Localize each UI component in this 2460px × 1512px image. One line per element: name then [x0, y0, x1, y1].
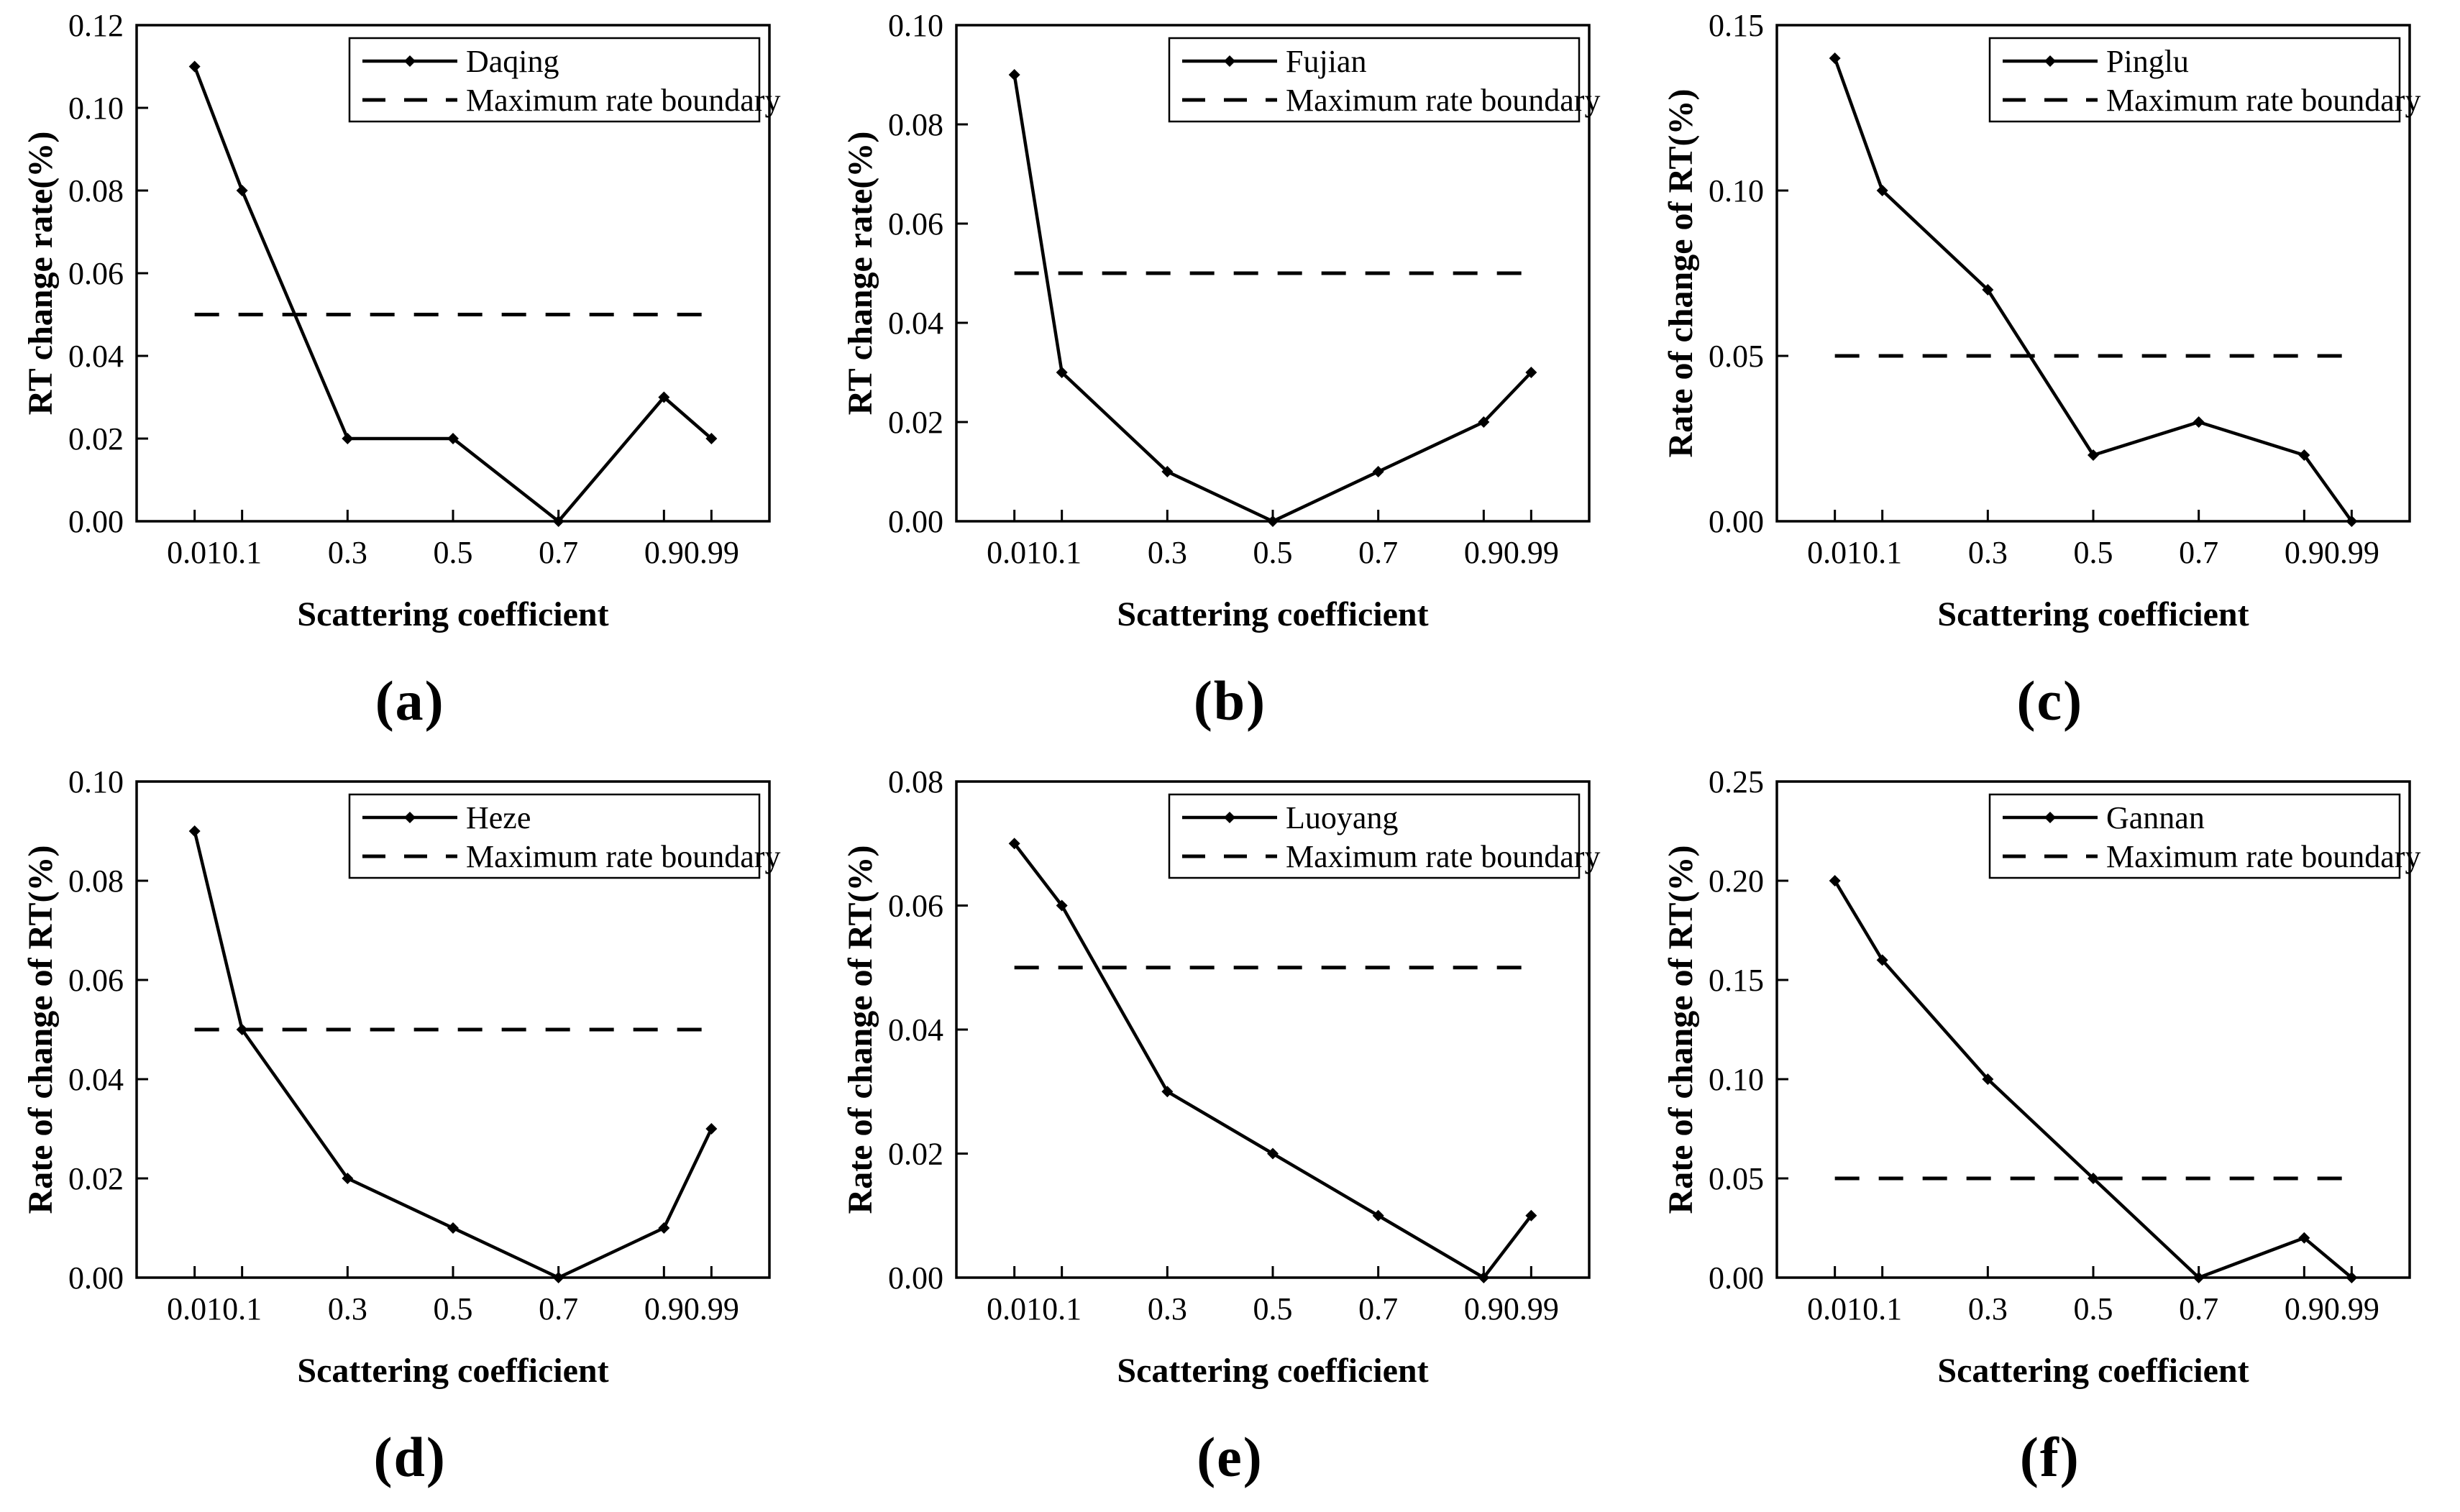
x-tick-label: 0.9 — [2284, 1291, 2324, 1327]
data-point-marker — [1267, 516, 1279, 527]
x-tick-label: 0.01 — [987, 535, 1043, 570]
y-tick-label: 0.00 — [1708, 1260, 1764, 1296]
data-point-marker — [237, 185, 248, 196]
y-tick-label: 0.15 — [1708, 8, 1764, 43]
x-tick-label: 0.99 — [2323, 1291, 2379, 1327]
legend-boundary-label: Maximum rate boundary — [2105, 83, 2421, 118]
x-tick-label: 0.99 — [2323, 535, 2379, 570]
y-tick-label: 0.08 — [68, 863, 124, 899]
y-tick-label: 0.04 — [888, 306, 944, 341]
legend — [1990, 38, 2420, 122]
y-tick-label: 0.08 — [888, 764, 944, 799]
x-tick-label: 0.3 — [1967, 535, 2008, 570]
x-tick-label: 0.9 — [644, 535, 684, 570]
y-tick-label: 0.10 — [1708, 173, 1764, 209]
x-axis-title: Scattering coefficient — [297, 595, 609, 633]
y-tick-label: 0.04 — [888, 1012, 944, 1048]
x-tick-label: 0.1 — [222, 1291, 262, 1327]
x-tick-label: 0.7 — [1358, 535, 1399, 570]
y-tick-label: 0.06 — [888, 206, 944, 242]
y-tick-label: 0.08 — [888, 107, 944, 142]
panel-caption-f: (f) — [2019, 1425, 2080, 1488]
x-tick-label: 0.5 — [433, 1291, 473, 1327]
legend — [349, 794, 780, 878]
x-tick-label: 0.5 — [433, 535, 473, 570]
line-chart — [820, 0, 1640, 647]
x-tick-label: 0.5 — [2073, 535, 2113, 570]
x-tick-label: 0.3 — [327, 1291, 367, 1327]
y-tick-label: 0.10 — [888, 8, 944, 43]
legend-series-label: Fujian — [1286, 44, 1367, 79]
x-tick-label: 0.7 — [539, 1291, 579, 1327]
x-axis-title: Scattering coefficient — [1117, 595, 1430, 633]
panel-caption-a: (a) — [375, 669, 445, 732]
panel-c — [1640, 0, 2460, 756]
data-point-marker — [189, 825, 201, 837]
legend-boundary-label: Maximum rate boundary — [1286, 838, 1601, 874]
data-point-marker — [658, 1222, 669, 1234]
x-tick-label: 0.3 — [1148, 535, 1188, 570]
series-line — [1015, 843, 1532, 1278]
legend-series-label: Heze — [466, 799, 531, 835]
chart-gannan — [1640, 756, 2460, 1403]
legend — [1990, 794, 2420, 878]
chart-heze — [0, 756, 820, 1403]
x-tick-label: 0.01 — [167, 1291, 223, 1327]
x-tick-label: 0.7 — [539, 535, 579, 570]
series-line — [1015, 75, 1532, 521]
data-point-marker — [1009, 69, 1020, 81]
y-tick-label: 0.00 — [888, 1260, 944, 1296]
panel-caption-b: (b) — [1193, 669, 1267, 732]
x-tick-label: 0.5 — [1253, 535, 1293, 570]
panel-a — [0, 0, 820, 756]
chart-daqing — [0, 0, 820, 647]
data-point-marker — [553, 1272, 564, 1283]
x-tick-label: 0.7 — [2178, 535, 2218, 570]
x-tick-label: 0.3 — [1967, 1291, 2008, 1327]
y-tick-label: 0.06 — [68, 256, 124, 291]
x-axis-title: Scattering coefficient — [1937, 1351, 2249, 1390]
y-axis-title: RT change rate(%) — [841, 131, 880, 416]
line-chart — [1640, 0, 2460, 647]
line-chart — [0, 0, 820, 647]
x-tick-label: 0.5 — [1253, 1291, 1293, 1327]
x-tick-label: 0.3 — [1148, 1291, 1188, 1327]
y-tick-label: 0.02 — [68, 421, 124, 457]
y-axis-title: Rate of change of RT(%) — [22, 845, 60, 1214]
y-axis-title: RT change rate(%) — [22, 131, 60, 416]
data-point-marker — [447, 1222, 459, 1234]
legend-boundary-label: Maximum rate boundary — [1286, 83, 1601, 118]
y-tick-label: 0.02 — [888, 1136, 944, 1171]
panel-f — [1640, 756, 2460, 1512]
x-tick-label: 0.1 — [222, 535, 262, 570]
panel-caption-e: (e) — [1197, 1425, 1263, 1488]
line-chart — [0, 756, 820, 1403]
x-axis-title: Scattering coefficient — [1117, 1351, 1430, 1390]
x-tick-label: 0.01 — [167, 535, 223, 570]
chart-luoyang — [820, 756, 1640, 1403]
panel-d — [0, 756, 820, 1512]
series-line — [195, 67, 712, 522]
series-line — [1834, 881, 2351, 1278]
x-tick-label: 0.1 — [1862, 1291, 1902, 1327]
data-point-marker — [1829, 52, 1840, 64]
y-tick-label: 0.06 — [888, 888, 944, 923]
x-tick-label: 0.9 — [644, 1291, 684, 1327]
y-tick-label: 0.06 — [68, 962, 124, 998]
legend-series-label: Luoyang — [1286, 799, 1399, 835]
legend-series-label: Pinglu — [2105, 44, 2189, 79]
y-tick-label: 0.00 — [68, 1260, 124, 1296]
x-tick-label: 0.99 — [1504, 1291, 1560, 1327]
y-axis-title: Rate of change of RT(%) — [1661, 88, 1700, 458]
legend — [1169, 38, 1600, 122]
x-axis-title: Scattering coefficient — [1937, 595, 2249, 633]
panel-caption-c: (c) — [2016, 669, 2084, 732]
y-tick-label: 0.25 — [1708, 764, 1764, 799]
y-tick-label: 0.10 — [1708, 1061, 1764, 1097]
y-tick-label: 0.04 — [68, 1061, 124, 1097]
legend-series-label: Daqing — [466, 44, 559, 79]
legend-boundary-label: Maximum rate boundary — [2105, 838, 2421, 874]
chart-pinglu — [1640, 0, 2460, 647]
x-tick-label: 0.99 — [1504, 535, 1560, 570]
legend-boundary-label: Maximum rate boundary — [466, 838, 781, 874]
y-tick-label: 0.05 — [1708, 339, 1764, 374]
chart-fujian — [820, 0, 1640, 647]
x-tick-label: 0.7 — [1358, 1291, 1399, 1327]
x-axis-title: Scattering coefficient — [297, 1351, 609, 1390]
legend-boundary-label: Maximum rate boundary — [466, 83, 781, 118]
x-tick-label: 0.99 — [683, 1291, 739, 1327]
y-tick-label: 0.08 — [68, 173, 124, 209]
y-tick-label: 0.12 — [68, 8, 124, 43]
data-point-marker — [1373, 466, 1384, 477]
y-tick-label: 0.05 — [1708, 1160, 1764, 1196]
x-tick-label: 0.3 — [327, 535, 367, 570]
data-point-marker — [2192, 416, 2204, 428]
legend-series-label: Gannan — [2105, 799, 2205, 835]
x-tick-label: 0.5 — [2073, 1291, 2113, 1327]
panel-b — [820, 0, 1640, 756]
data-point-marker — [189, 61, 201, 73]
x-tick-label: 0.9 — [2284, 535, 2324, 570]
x-tick-label: 0.1 — [1042, 1291, 1082, 1327]
legend — [349, 38, 780, 122]
line-chart — [1640, 756, 2460, 1403]
y-axis-title: Rate of change of RT(%) — [841, 845, 880, 1214]
y-axis-title: Rate of change of RT(%) — [1661, 845, 1700, 1214]
x-tick-label: 0.1 — [1042, 535, 1082, 570]
x-tick-label: 0.01 — [1806, 535, 1862, 570]
data-point-marker — [342, 433, 353, 444]
y-tick-label: 0.02 — [888, 405, 944, 440]
y-tick-label: 0.10 — [68, 764, 124, 799]
series-line — [195, 831, 712, 1278]
x-tick-label: 0.01 — [987, 1291, 1043, 1327]
y-tick-label: 0.02 — [68, 1160, 124, 1196]
panel-caption-d: (d) — [373, 1425, 447, 1488]
y-tick-label: 0.20 — [1708, 863, 1764, 899]
y-tick-label: 0.00 — [68, 504, 124, 539]
line-chart — [820, 756, 1640, 1403]
y-tick-label: 0.04 — [68, 339, 124, 374]
x-tick-label: 0.01 — [1806, 1291, 1862, 1327]
x-tick-label: 0.9 — [1464, 535, 1504, 570]
data-point-marker — [705, 1123, 717, 1135]
legend — [1169, 794, 1600, 878]
x-tick-label: 0.7 — [2178, 1291, 2218, 1327]
y-tick-label: 0.15 — [1708, 962, 1764, 998]
y-tick-label: 0.00 — [1708, 504, 1764, 539]
x-tick-label: 0.99 — [683, 535, 739, 570]
y-tick-label: 0.10 — [68, 91, 124, 126]
y-tick-label: 0.00 — [888, 504, 944, 539]
x-tick-label: 0.9 — [1464, 1291, 1504, 1327]
x-tick-label: 0.1 — [1862, 535, 1902, 570]
panel-e — [820, 756, 1640, 1512]
